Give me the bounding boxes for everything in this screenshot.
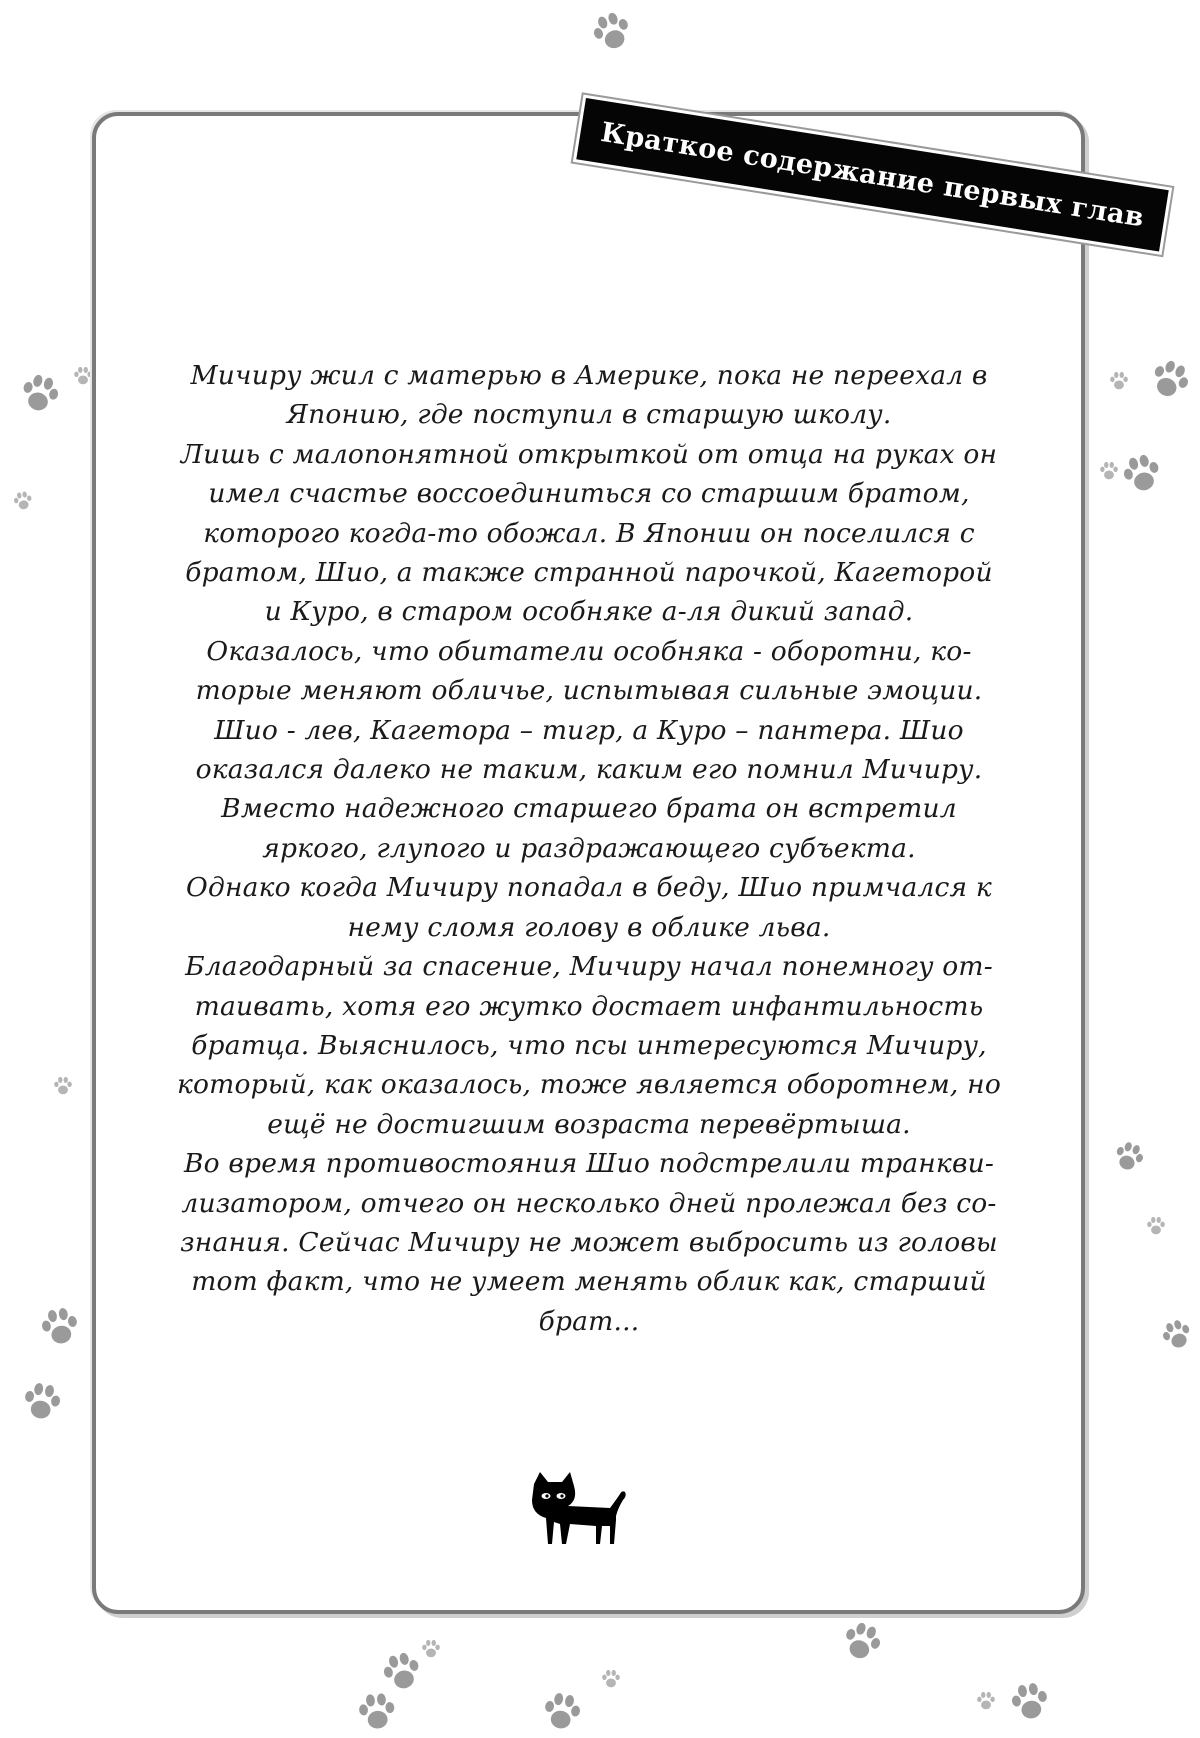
summary-line: Однако когда Мичиру попадал в беду, Шио примчался к — [186, 872, 992, 904]
paw-print-icon — [35, 1302, 86, 1353]
summary-line: Во время противостояния Шио подстрелили транкви- — [183, 1148, 995, 1180]
summary-line: братом, Шио, а также странной парочкой, Кагеторой — [185, 557, 993, 589]
paw-print-icon — [420, 1638, 442, 1660]
summary-text — [166, 356, 1012, 1341]
paw-print-icon — [1155, 1313, 1199, 1357]
summary-line: который, как оказалось, тоже является оборотнем, но — [177, 1069, 1001, 1101]
summary-line: Шио - лев, Кагетора – тигр, а Куро – пантера. Шио — [214, 714, 964, 746]
summary-line: и Куро, в старом особняке а-ля дикий запад. — [264, 596, 914, 628]
summary-line: Благодарный за спасение, Мичиру начал понемногу от- — [185, 951, 993, 983]
summary-line: брат... — [538, 1305, 640, 1337]
summary-line: братца. Выяснилось, что псы интересуются Мичиру, — [191, 1029, 987, 1061]
paw-print-icon — [537, 1687, 588, 1738]
summary-line: оказался далеко не таким, каким его помнил Мичиру. — [195, 754, 983, 786]
paw-print-icon — [975, 1690, 997, 1712]
summary-line: Мичиру жил с матерью в Америке, пока не переехал в — [190, 360, 988, 391]
page-title: Краткое содержание первых глав — [598, 116, 1147, 234]
paw-print-icon — [834, 1614, 890, 1670]
summary-line: Лишь с малопонятной открыткой от отца на руках он — [180, 438, 998, 470]
paw-print-icon — [353, 1688, 401, 1736]
summary-line: Японию, где поступил в старшую школу. — [286, 399, 892, 431]
paw-print-icon — [17, 1377, 68, 1428]
summary-line: таивать, хотя его жутко достает инфантильность — [194, 990, 984, 1022]
paw-print-icon — [1005, 1677, 1056, 1728]
paw-print-icon — [584, 4, 640, 60]
paw-print-icon — [1141, 351, 1199, 409]
paw-print-icon — [1108, 370, 1130, 392]
paw-print-icon — [10, 488, 35, 513]
paw-print-icon — [1098, 460, 1120, 482]
summary-line: Оказалось, что обитатели особняка - оборотни, ко- — [206, 635, 972, 667]
paw-print-icon — [1115, 447, 1169, 501]
summary-line: яркого, глупого и раздражающего субъекта. — [262, 832, 916, 864]
black-cat-icon — [524, 1470, 634, 1550]
summary-line: нему сломя голову в облике льва. — [347, 911, 831, 943]
paw-print-icon — [600, 1668, 622, 1690]
summary-line: знания. Сейчас Мичиру не может выбросить из головы — [180, 1226, 998, 1258]
summary-line: лизатором, отчего он несколько дней пролежал без со- — [181, 1187, 997, 1219]
summary-line: которого когда-то обожал. В Японии он поселился с — [203, 517, 975, 549]
paw-print-icon — [72, 365, 94, 387]
paw-print-icon — [52, 1075, 74, 1097]
summary-line: тот факт, что не умеет менять облик как, старший — [191, 1266, 987, 1298]
paw-print-icon — [13, 367, 67, 421]
summary-line: торые меняют обличье, испытывая сильные эмоции. — [195, 675, 983, 707]
paw-print-icon — [1145, 1215, 1167, 1237]
summary-line: ещё не достигшим возраста перевёртыша. — [267, 1108, 911, 1140]
paw-print-icon — [1107, 1135, 1151, 1179]
summary-line: имел счастье воссоединиться со старшим братом, — [208, 478, 970, 510]
summary-line: Вместо надежного старшего брата он встретил — [221, 793, 957, 825]
